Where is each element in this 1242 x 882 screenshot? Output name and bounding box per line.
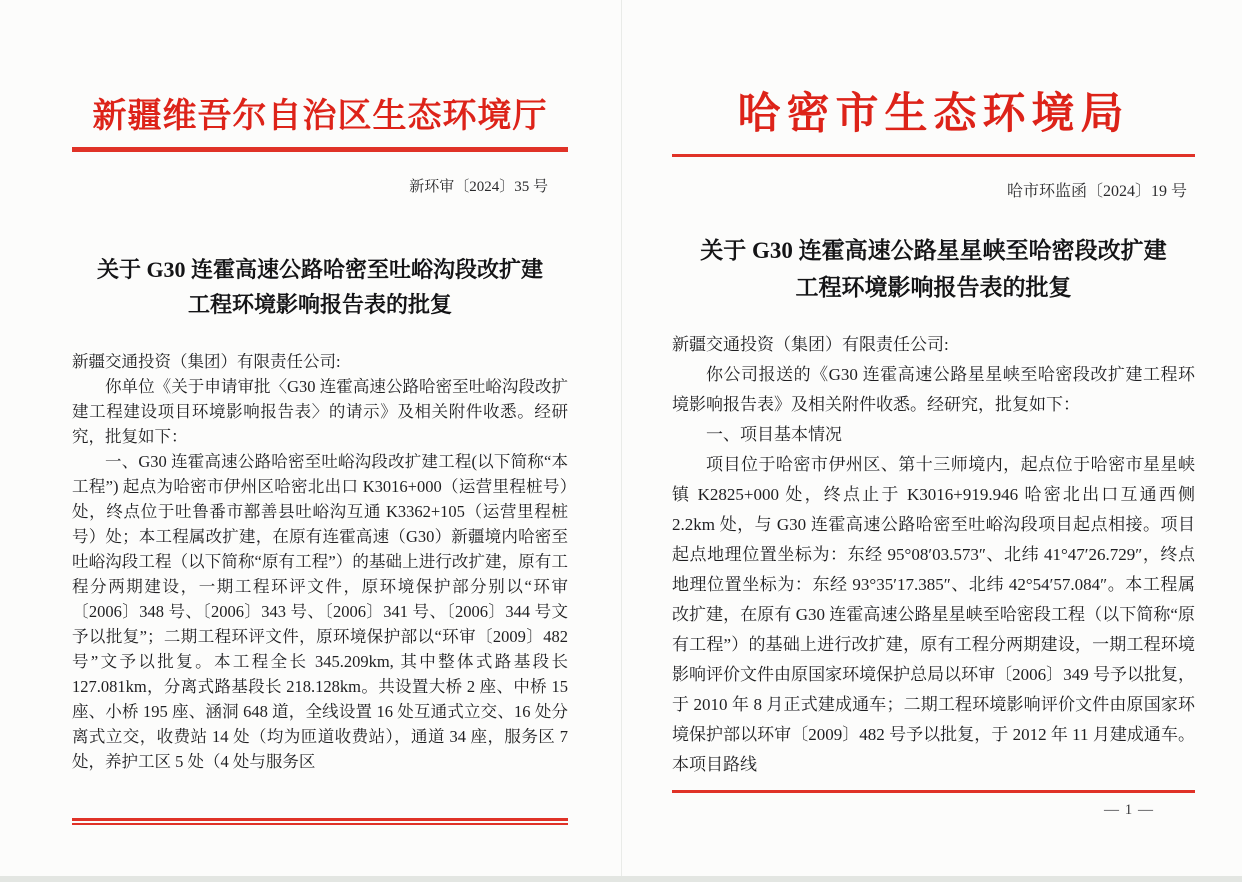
letterhead-rule — [672, 154, 1195, 157]
document-title — [72, 252, 568, 322]
body-paragraph: 你公司报送的《G30 连霍高速公路星星峡至哈密段改扩建工程环境影响报告表》及相关附件收悉。经研究，批复如下： — [672, 365, 1195, 414]
footer-rule — [672, 790, 1195, 793]
document-number: 哈市环监函〔2024〕19 号 — [1006, 183, 1187, 200]
document-number: 新环审〔2024〕35 号 — [409, 179, 548, 195]
document-title-line1: 关于 G30 连霍高速公路星星峡至哈密段改扩建 — [700, 238, 1167, 263]
document-title-line2: 工程环境影响报告表的批复 — [795, 275, 1072, 300]
letterhead-hami-ecology-environment-bureau: 哈密市生态环境局 — [737, 91, 1130, 138]
page-number: — 1 — — [1104, 802, 1154, 818]
body-paragraph: 项目位于哈密市伊州区、第十三师境内，起点位于哈密市星星峡镇 K2825+000 处，终点止于 K3016+919.946 哈密北出口互通西侧 2.2km 处，与 G30 连霍高速公路哈密至吐峪沟段项目起点相接。项目起点地理位置坐标为：东经 95°08′03.573″、北纬 41°47′26.729″，终点地理位置坐标为：东经 93°35′17.385″、北纬 42°54′57.084″。本工程属改扩建，在原有 G30 连霍高速公路星星峡至哈密段工程（以下简称“原有工程”）的基础上进行改扩建，原有工程分两期建设，一期工程环境影响评价文件由原国家环境保护总局以环审〔2006〕349 号予以批复，于 2010 年 8 月正式建成通车；二期工程环境影响评价文件由原国家环境保护部以环审〔2009〕482 号予以批复，于 2012 年 11 月建成通车。本项目路线 — [672, 455, 1195, 774]
section-heading-project-basic-info: 一、项目基本情况 — [706, 425, 842, 444]
document-title-line1: 关于 G30 连霍高速公路哈密至吐峪沟段改扩建 — [96, 257, 544, 282]
letterhead-xinjiang-ecology-environment-department: 新疆维吾尔自治区生态环境厅 — [92, 98, 548, 135]
document-title — [672, 232, 1195, 306]
page-left-xinjiang-approval — [0, 0, 622, 876]
recipient-salutation: 新疆交通投资（集团）有限责任公司: — [672, 335, 949, 354]
page-right-hami-approval — [622, 0, 1242, 876]
footer-rule — [72, 818, 568, 825]
recipient-salutation: 新疆交通投资（集团）有限责任公司: — [72, 352, 341, 371]
letterhead-rule — [72, 147, 568, 152]
document-title-line2: 工程环境影响报告表的批复 — [187, 292, 452, 317]
body-paragraph: 你单位《关于申请审批〈G30 连霍高速公路哈密至吐峪沟段改扩建工程建设项目环境影响报告表〉的请示》及相关附件收悉。经研究，批复如下： — [72, 377, 568, 446]
body-paragraph: 一、G30 连霍高速公路哈密至吐峪沟段改扩建工程(以下简称“本工程”) 起点为哈密市伊州区哈密北出口 K3016+000（运营里程桩号）处，终点位于吐鲁番市鄯善县吐峪沟互通 K3362+105（运营里程桩号）处；本工程属改扩建，在原有连霍高速（G30）新疆境内哈密至吐峪沟段工程（以下简称“原有工程”）的基础上进行改扩建，原有工程分两期建设，一期工程环评文件，原环境保护部分别以“环审〔2006〕348 号、〔2006〕343 号、〔2006〕341 号、〔2006〕344 号文予以批复”；二期工程环评文件，原环境保护部以“环审〔2009〕482 号”文予以批复。本工程全长 345.209km, 其中整体式路基段长 127.081km，分离式路基段长 218.128km。共设置大桥 2 座、中桥 15 座、小桥 195 座、涵洞 648 道，全线设置 16 处互通式立交、16 处分离式立交，收费站 14 处（均为匝道收费站），通道 34 座，服务区 7 处，养护工区 5 处（4 处与服务区 — [72, 452, 568, 771]
